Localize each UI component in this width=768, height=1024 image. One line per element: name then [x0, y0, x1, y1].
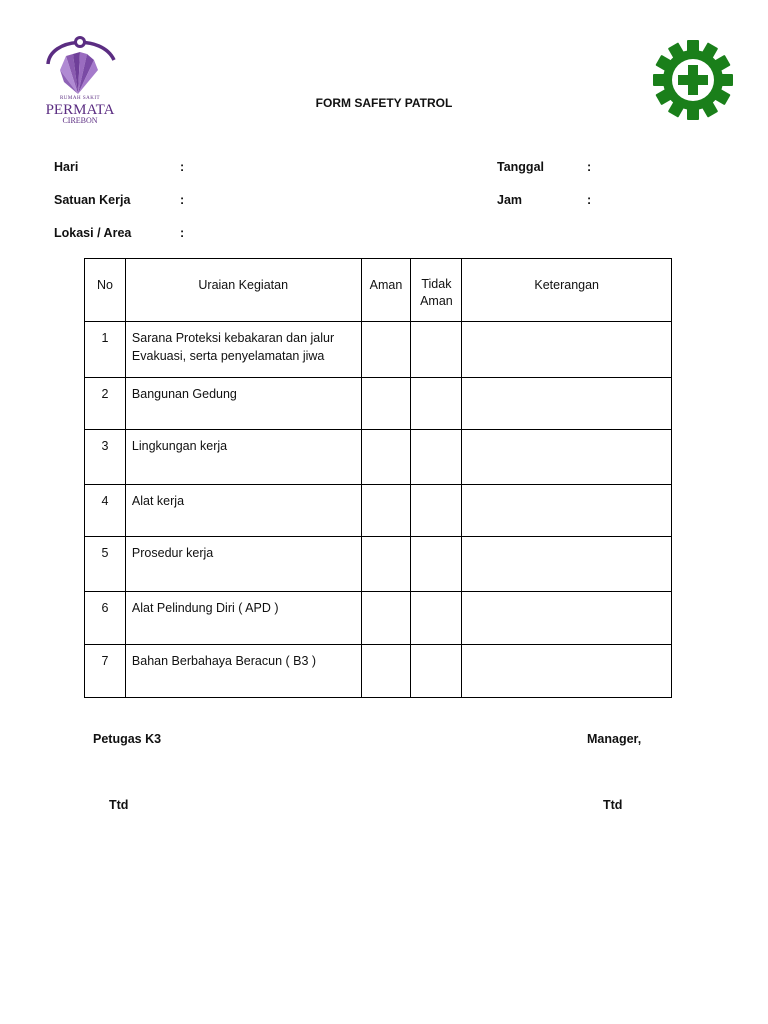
header-no: No	[85, 259, 126, 322]
header-keterangan: Keterangan	[462, 259, 672, 322]
field-colon-tanggal: :	[587, 160, 592, 174]
row-no: 4	[85, 485, 126, 537]
row-aman-cell[interactable]	[361, 378, 411, 430]
signature-ttd-right: Ttd	[603, 798, 623, 812]
row-tidak-aman-cell[interactable]	[411, 430, 462, 485]
row-tidak-aman-cell[interactable]	[411, 645, 462, 698]
row-aman-cell[interactable]	[361, 485, 411, 537]
logo-text-sub: CIREBON	[62, 116, 98, 125]
row-keterangan-cell[interactable]	[462, 378, 672, 430]
row-no: 1	[85, 322, 126, 378]
row-no: 7	[85, 645, 126, 698]
permata-logo-icon	[40, 30, 120, 100]
table-row	[85, 485, 672, 537]
row-uraian: Lingkungan kerja	[125, 430, 361, 485]
row-aman-cell[interactable]	[361, 322, 411, 378]
field-colon-lokasi-area: :	[180, 226, 185, 240]
form-title: FORM SAFETY PATROL	[315, 96, 453, 110]
row-aman-cell[interactable]	[361, 645, 411, 698]
logo-text-top: RUMAH SAKIT	[59, 96, 101, 101]
signature-role-manager: Manager,	[587, 732, 642, 746]
table-row	[85, 322, 672, 378]
field-label-tanggal: Tanggal	[497, 160, 544, 174]
field-colon-hari: :	[180, 160, 185, 174]
row-tidak-aman-cell[interactable]	[411, 485, 462, 537]
table-header-row	[85, 259, 672, 322]
field-label-jam: Jam	[497, 193, 523, 207]
table-row	[85, 430, 672, 485]
field-label-lokasi-area: Lokasi / Area	[54, 226, 132, 240]
row-aman-cell[interactable]	[361, 537, 411, 592]
row-uraian: Prosedur kerja	[125, 537, 361, 592]
safety-patrol-table	[84, 258, 672, 698]
table-row	[85, 645, 672, 698]
field-label-satuan-kerja: Satuan Kerja	[54, 193, 131, 207]
row-no: 6	[85, 592, 126, 645]
hospital-logo	[40, 30, 120, 130]
row-no: 5	[85, 537, 126, 592]
header-tidak-aman: Tidak Aman	[411, 259, 462, 322]
row-uraian: Sarana Proteksi kebakaran dan jalur Evakuasi, serta penyelamatan jiwa	[125, 322, 361, 378]
row-keterangan-cell[interactable]	[462, 537, 672, 592]
signature-ttd-left: Ttd	[109, 798, 129, 812]
row-keterangan-cell[interactable]	[462, 322, 672, 378]
signature-role-petugas-k3: Petugas K3	[93, 732, 162, 746]
row-uraian: Bangunan Gedung	[125, 378, 361, 430]
row-uraian: Alat kerja	[125, 485, 361, 537]
row-keterangan-cell[interactable]	[462, 645, 672, 698]
field-label-hari: Hari	[54, 160, 79, 174]
row-tidak-aman-cell[interactable]	[411, 592, 462, 645]
k3-safety-gear-cross-icon	[652, 39, 734, 121]
row-keterangan-cell[interactable]	[462, 430, 672, 485]
row-tidak-aman-cell[interactable]	[411, 322, 462, 378]
header-aman: Aman	[361, 259, 411, 322]
row-aman-cell[interactable]	[361, 430, 411, 485]
row-uraian: Bahan Berbahaya Beracun ( B3 )	[125, 645, 361, 698]
table-row	[85, 378, 672, 430]
field-colon-satuan-kerja: :	[180, 193, 185, 207]
row-uraian: Alat Pelindung Diri ( APD )	[125, 592, 361, 645]
row-aman-cell[interactable]	[361, 592, 411, 645]
logo-text-main: PERMATA	[45, 102, 115, 118]
field-colon-jam: :	[587, 193, 592, 207]
row-no: 2	[85, 378, 126, 430]
table-row	[85, 592, 672, 645]
table-row	[85, 537, 672, 592]
row-no: 3	[85, 430, 126, 485]
row-keterangan-cell[interactable]	[462, 592, 672, 645]
row-keterangan-cell[interactable]	[462, 485, 672, 537]
header-uraian-kegiatan: Uraian Kegiatan	[125, 259, 361, 322]
row-tidak-aman-cell[interactable]	[411, 378, 462, 430]
row-tidak-aman-cell[interactable]	[411, 537, 462, 592]
